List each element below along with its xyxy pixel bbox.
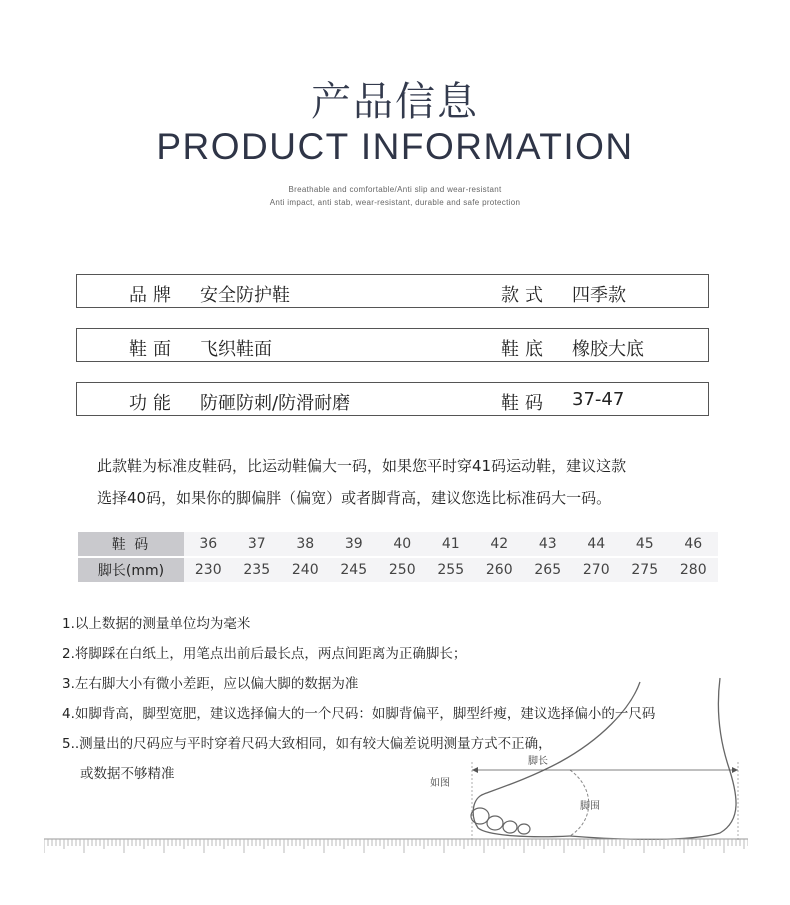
info-row-function bbox=[76, 382, 709, 416]
info-label: 鞋底 bbox=[501, 339, 549, 360]
info-row-brand bbox=[76, 274, 709, 308]
foot-circumference-label: 脚围 bbox=[580, 801, 600, 812]
length-cell: 265 bbox=[524, 558, 573, 582]
length-cell: 260 bbox=[475, 558, 524, 582]
info-label: 鞋面 bbox=[129, 339, 177, 360]
foot-length-label: 脚长 bbox=[528, 756, 548, 767]
subtitle-line-1: Breathable and comfortable/Anti slip and wear-resistant bbox=[288, 185, 502, 194]
info-value: 橡胶大底 bbox=[572, 339, 644, 360]
length-cell: 235 bbox=[233, 558, 282, 582]
size-cell: 37 bbox=[233, 532, 282, 556]
size-advice-line-2: 选择40码，如果你的脚偏胖（偏宽）或者脚背高，建议您选比标准码大一码。 bbox=[97, 489, 612, 507]
foot-measure-illustration bbox=[420, 670, 750, 850]
info-value: 飞织鞋面 bbox=[200, 339, 272, 360]
page-title-en: PRODUCT INFORMATION bbox=[156, 126, 634, 167]
size-cell: 44 bbox=[572, 532, 621, 556]
length-cell: 280 bbox=[669, 558, 718, 582]
length-row-header: 脚长(mm) bbox=[78, 558, 184, 582]
subtitle-line-2: Anti impact, anti stab, wear-resistant, durable and safe protection bbox=[269, 198, 521, 207]
note-1: 1.以上数据的测量单位均为毫米 bbox=[62, 616, 251, 632]
size-cell: 38 bbox=[281, 532, 330, 556]
length-cell: 270 bbox=[572, 558, 621, 582]
note-5-cont: 或数据不够精准 bbox=[80, 766, 175, 782]
info-label: 鞋码 bbox=[501, 393, 549, 414]
size-cell: 36 bbox=[184, 532, 233, 556]
info-label: 款式 bbox=[501, 285, 549, 306]
size-cell: 39 bbox=[330, 532, 379, 556]
info-value: 防砸防刺/防滑耐磨 bbox=[200, 393, 351, 414]
size-cell: 42 bbox=[475, 532, 524, 556]
info-label: 功能 bbox=[129, 393, 177, 414]
size-cell: 41 bbox=[427, 532, 476, 556]
figure-caption: 如图 bbox=[430, 778, 450, 789]
size-cell: 43 bbox=[524, 532, 573, 556]
ruler-graphic bbox=[44, 838, 748, 854]
info-row-upper bbox=[76, 328, 709, 362]
size-row-header: 鞋 码 bbox=[78, 532, 184, 556]
length-cell: 255 bbox=[427, 558, 476, 582]
size-advice bbox=[97, 450, 717, 514]
info-value: 安全防护鞋 bbox=[200, 285, 290, 306]
info-label: 品牌 bbox=[129, 285, 177, 306]
length-cell: 240 bbox=[281, 558, 330, 582]
size-table bbox=[78, 530, 718, 584]
length-cell: 230 bbox=[184, 558, 233, 582]
note-2: 2.将脚踩在白纸上，用笔点出前后最长点，两点间距离为正确脚长； bbox=[62, 646, 467, 662]
size-cell: 40 bbox=[378, 532, 427, 556]
size-cell: 46 bbox=[669, 532, 718, 556]
length-cell: 245 bbox=[330, 558, 379, 582]
page-title-cn: 产品信息 bbox=[311, 79, 479, 125]
length-cell: 275 bbox=[621, 558, 670, 582]
size-row bbox=[78, 532, 718, 556]
note-4: 4.如脚背高，脚型宽肥，建议选择偏大的一个尺码：如脚背偏平，脚型纤瘦，建议选择偏小的一尺码 bbox=[62, 706, 656, 722]
info-value: 四季款 bbox=[572, 285, 626, 306]
length-cell: 250 bbox=[378, 558, 427, 582]
length-row bbox=[78, 558, 718, 582]
note-3: 3.左右脚大小有微小差距，应以偏大脚的数据为准 bbox=[62, 676, 359, 692]
note-5: 5..测量出的尺码应与平时穿着尺码大致相同，如有较大偏差说明测量方式不正确， bbox=[62, 736, 552, 752]
size-cell: 45 bbox=[621, 532, 670, 556]
info-value: 37-47 bbox=[572, 389, 625, 410]
size-advice-line-1: 此款鞋为标准皮鞋码，比运动鞋偏大一码，如果您平时穿41码运动鞋，建议这款 bbox=[97, 457, 627, 475]
